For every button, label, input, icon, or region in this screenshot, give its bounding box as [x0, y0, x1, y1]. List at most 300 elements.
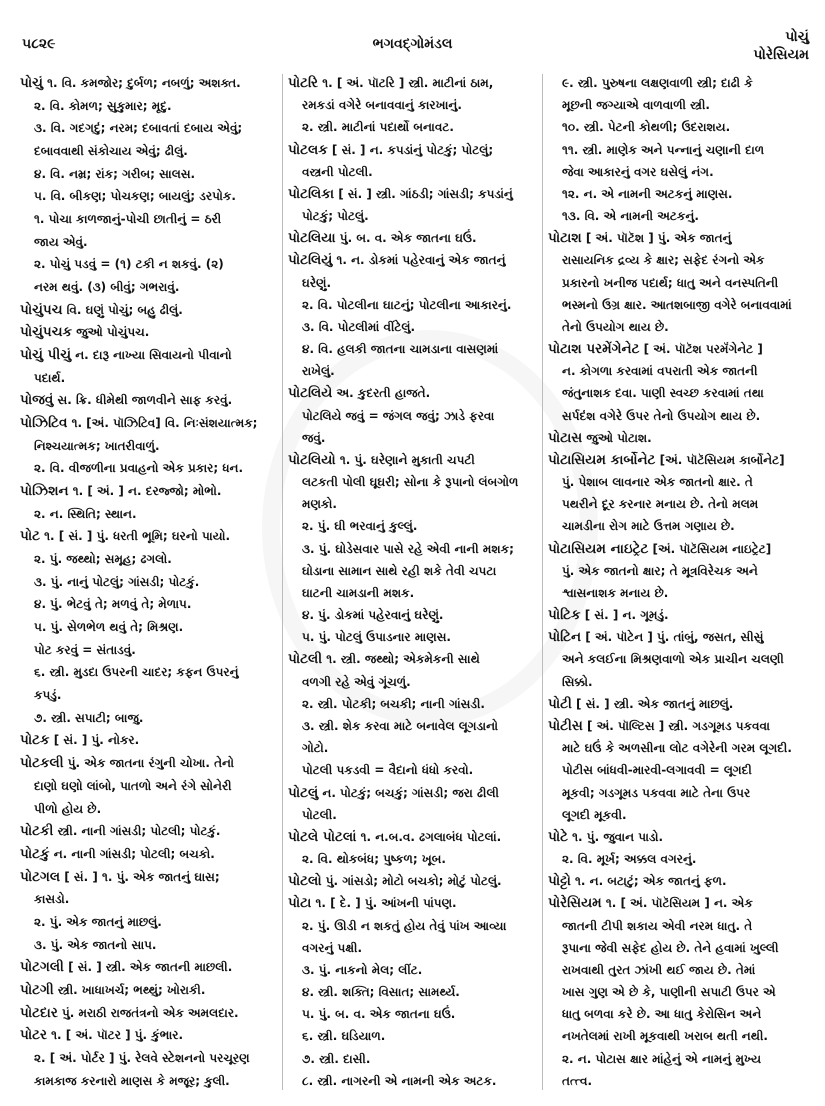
headword: પોટગલ	[20, 868, 61, 885]
definition-text: જાતની ટીપી શકાય એવી નરમ ધાતુ. તે	[562, 918, 753, 933]
definition-text: ૧. સ્ત્રી. જથ્થો; એકમેકની સાથે	[322, 652, 480, 667]
definition-line	[548, 274, 813, 292]
definition-text: ચામડીના રોગ માટે ઉત્તમ ગણાય છે.	[562, 519, 735, 534]
definition-line	[20, 890, 278, 908]
headword: પોટી	[548, 695, 572, 712]
entry-line	[548, 695, 813, 713]
entry-line	[20, 1026, 278, 1044]
definition-text: પથરીને દૂર કરનાર મનાય છે. તેનો મલમ	[562, 497, 759, 512]
definition-line	[548, 1005, 813, 1023]
definition-text: લૂગદી મૂકવી.	[562, 807, 627, 822]
definition-text: પું. એક જાતનો ક્ષાર; તે મૂત્રવિરેચક અને	[562, 563, 758, 578]
definition-line	[548, 318, 813, 336]
definition-text: પોટલિયે જવું = જંગલ જવું; ઝાડે ફરવા	[302, 408, 495, 423]
definition-text: ઘાટની ચામડાની મશક.	[302, 585, 415, 600]
definition-text: ૧. ન. બટાટું; એક જાતનું ફળ.	[570, 874, 727, 889]
definition-line	[20, 777, 278, 795]
headword: પોટર	[20, 1027, 47, 1044]
definition-text: ૨. વિ. વીજળીના પ્રવાહનો એક પ્રકાર; ધન.	[34, 461, 244, 476]
definition-line	[20, 663, 278, 681]
definition-text: અને કલઈના મિશ્રણવાળો એક પ્રાચીન ચલણી	[562, 652, 784, 667]
definition-text: પું. એક જાતના રંગુની ચોખા. તેનો	[63, 756, 235, 771]
definition-text: ૨. વિ. પોટલીના ઘાટનું; પોટલીના આકારનું.	[302, 297, 512, 312]
definition-text: ૪. સ્ત્રી. શક્તિ; વિસાત; સામર્થ્ય.	[302, 985, 460, 1000]
definition-text: ૨. પોચું પડવું = (૧) ટકી ન શકવું. (૨)	[34, 257, 224, 272]
definition-line	[288, 274, 538, 292]
definition-line	[20, 437, 278, 455]
definition-line	[288, 695, 538, 713]
definition-line	[288, 118, 538, 136]
definition-text: મણકો.	[302, 497, 337, 512]
headword: પોટે	[548, 828, 568, 845]
definition-line	[548, 850, 813, 868]
definition-line	[548, 650, 813, 668]
definition-text: રાખવાથી તુરત ઝાંખી થઈ જાય છે. તેમાં	[562, 962, 756, 977]
headword: પોટરિ	[288, 75, 319, 91]
definition-line	[288, 673, 538, 691]
definition-text: મૂકવી; ગડગૂમડ પકવવા માટે તેના ઉપર	[562, 785, 751, 800]
definition-text: પોટ કરવું = સંતાડવું.	[34, 642, 136, 657]
definition-line	[20, 255, 278, 273]
entry-line	[288, 451, 538, 469]
entry-line	[20, 482, 278, 500]
definition-text: પદાર્થ.	[34, 370, 66, 385]
definition-line	[20, 505, 278, 523]
definition-text: પું. મરાઠી રાજતંત્રનો એક અમલદાર.	[57, 1005, 239, 1020]
definition-text: રાસાયનિક દ્રવ્ય કે ક્ષાર; સફેદ રંગનો એક	[562, 253, 765, 268]
definition-text: મૂછની જગ્યાએ વાળવાળી સ્ત્રી.	[562, 98, 710, 113]
definition-line	[288, 961, 538, 979]
definition-line	[288, 407, 538, 425]
entry-line	[20, 845, 278, 863]
definition-text: જેવા આકારનું વગર ઘસેલું નંગ.	[562, 164, 714, 179]
definition-line	[20, 550, 278, 568]
definition-line	[548, 141, 813, 159]
definition-text: ૯. સ્ત્રી. પુરુષના લક્ષણવાળી સ્ત્રી; દાઢી કે	[562, 76, 753, 90]
definition-line	[548, 983, 813, 1001]
headword: પોઝિશન	[20, 483, 69, 500]
definition-line	[288, 296, 538, 314]
definition-text: ૨. વિ. થોકબંધ; પુષ્કળ; ખૂબ.	[302, 852, 446, 867]
definition-line	[548, 1072, 813, 1090]
definition-text: નિશ્ચયાત્મક; ખાતરીવાળું.	[34, 438, 160, 453]
headword: પોટાસિયમ કાર્બોનેટ	[548, 451, 656, 468]
definition-text: વળગી રહે એવું ગૂંચળું.	[302, 674, 411, 689]
definition-line	[548, 961, 813, 979]
definition-text: [ સં. ] ન. ગૂમડું.	[580, 608, 669, 623]
headword: પોટદાર	[20, 1004, 58, 1021]
headword: પોટકલી	[20, 755, 64, 772]
definition-line	[288, 495, 538, 513]
entry-line	[20, 868, 278, 886]
definition-text: પોટલી પકડવી = વૈદાનો ધંધો કરવો.	[302, 763, 474, 778]
definition-text: રમકડાં વગેરે બનાવવાનું કારખાનું.	[302, 98, 462, 113]
definition-text: ૫. પું. સેળભેળ થવું તે; મિશ્રણ.	[34, 620, 184, 635]
entry-line	[288, 872, 538, 890]
definition-text: ૨. પું. એક જાતનું માછલું.	[34, 914, 162, 929]
headword: પોટા	[288, 895, 312, 912]
definition-text: ૨. પું. જથ્થો; સમૂહ; ઢગલો.	[34, 552, 172, 567]
definition-line	[20, 369, 278, 387]
entry-line	[288, 74, 538, 92]
entry-line	[548, 872, 813, 890]
definition-line	[548, 739, 813, 757]
definition-text: ૧. [ અં. પૉટરિ ] સ્ત્રી. માટીનાં ઠામ,	[318, 76, 494, 90]
headword: પોટાસિયમ નાઇટ્રેટ	[548, 540, 649, 557]
entry-line	[288, 384, 538, 402]
entry-line	[20, 414, 278, 432]
definition-line	[20, 800, 278, 818]
definition-line	[20, 595, 278, 613]
definition-text: જંતુનાશક દવા. પાણી સ્વચ્છ કરવામાં તથા	[562, 386, 764, 401]
definition-text: ન. નાની ગાંસડી; પોટલી; બચકો.	[49, 846, 215, 861]
definition-text: પોટીસ બાંધવી-મારવી-લગાવવી = લૂગદી	[562, 763, 752, 778]
entry-line	[548, 229, 813, 247]
definition-line	[20, 278, 278, 296]
definition-text: ૪. વિ. નમ્ર; રાંક; ગરીબ; સાલસ.	[34, 166, 196, 181]
definition-line	[20, 618, 278, 636]
definition-text: [ અં. પૉટેન ] પું. તાંબું, જસત, સીસું	[581, 630, 764, 645]
headword: પોરેસિયમ	[548, 895, 602, 912]
definition-text: સર્પદંશ વગેરે ઉપર તેનો ઉપયોગ થાય છે.	[562, 408, 761, 423]
definition-text: જાય એવું.	[34, 234, 88, 249]
definition-text: ખાસ ગુણ એ છે કે, પાણીની સપાટી ઉપર એ	[562, 985, 776, 1000]
definition-line	[548, 673, 813, 691]
entry-line	[288, 828, 538, 846]
entry-line	[548, 628, 813, 646]
entry-line	[548, 451, 813, 469]
definition-text: તત્ત્વ.	[562, 1073, 593, 1088]
definition-text: [અં. પૉટૅસિયમ કાર્બોનેટ]	[655, 452, 785, 467]
entry-line	[20, 346, 278, 364]
definition-line	[20, 142, 278, 160]
definition-line	[288, 939, 538, 957]
definition-text: ૨. ન. પોટાસ ક્ષાર માંહેનું એ નામનું મુખ્ય	[562, 1051, 762, 1066]
definition-text: ૧. [અં. પૉઝિટિવ] વિ. નિઃસંશયાત્મક;	[67, 416, 258, 431]
definition-text: ૨. વિ. મૂર્ખ; અક્કલ વગરનું.	[562, 852, 697, 867]
definition-line	[288, 96, 538, 114]
definition-text: વિ. ઘણું પોચું; બહુ ઢીલું.	[62, 302, 183, 317]
definition-line	[288, 983, 538, 1001]
definition-text: દાણો ઘણો લાંબો, પાતળો અને રંગે સોનેરી	[34, 778, 232, 793]
headword: પોટાશ પરમેંગેનેટ	[548, 341, 640, 358]
definition-text: [ સં. ] ૧. પું. એક જાતનું ઘાસ;	[60, 869, 220, 884]
entry-line	[548, 429, 813, 447]
definition-line	[288, 606, 538, 624]
definition-text: ૮. સ્ત્રી. નાગરની એ નામની એક અટક.	[302, 1073, 497, 1088]
page-number: ૫૮૨૯	[22, 36, 56, 52]
definition-line	[20, 459, 278, 477]
definition-text: [ સં. ] પું. નોકર.	[49, 733, 140, 748]
definition-text: નખતેલમાં રાખી મૂકવાથી ખરાબ થતી નથી.	[562, 1029, 768, 1044]
headword: પોચુંપચ	[20, 301, 63, 318]
headword: પોટલે પોટલાં	[288, 828, 357, 845]
definition-text: ૭. સ્ત્રી. સપાટી; બાજુ.	[34, 710, 144, 725]
definition-text: પ્રકારનો ખનીજ પદાર્થ; ધાતુ અને વનસ્પતિની	[562, 275, 779, 290]
definition-line	[288, 1005, 538, 1023]
guide-word-last: પોરેસિયમ	[753, 47, 809, 63]
definition-text: ૩. પું. નાનું પોટલું; ગાંસડી; પોટકું.	[34, 574, 200, 589]
headword: પોટિક	[548, 607, 581, 624]
definition-text: ધાતુ બળવા કરે છે. આ ધાતુ કેરોસિન અને	[562, 1007, 762, 1022]
definition-text: ૧. પોચા કાળજાનું-પોચી છાતીનું = ઠરી	[34, 212, 222, 227]
definition-text: ૫. વિ. બીકણ; પોચકણ; બાયલું; ડરપોક.	[34, 189, 236, 204]
definition-line	[288, 1027, 538, 1045]
definition-text: ૧. ન.બ.વ. ઢગલાબંધ પોટલાં.	[356, 829, 502, 844]
entry-line	[548, 606, 813, 624]
definition-text: વસ્ત્રની પોટલી.	[302, 164, 373, 179]
entry-line	[20, 74, 278, 92]
headword: પોટક	[20, 732, 50, 749]
headword: પોટગલી	[20, 959, 64, 976]
definition-text: [ અં. પૉલ્ટિસ ] સ્ત્રી. ગડગૂમડ પકવવા	[582, 718, 770, 733]
definition-line	[20, 119, 278, 137]
definition-text: પું. ગાંસડો; મોટો બચકો; મોટું પોટલું.	[321, 874, 502, 889]
definition-line	[288, 717, 538, 735]
column-divider	[542, 74, 543, 1090]
headword: પોટલિયો	[288, 451, 336, 468]
definition-text: [અં. પૉટૅસિયમ નાઇટ્રેટ]	[648, 541, 772, 556]
headword: પોઝિટિવ	[20, 415, 68, 432]
definition-line	[20, 233, 278, 251]
definition-text: પોટકું; પોટલું.	[302, 209, 369, 224]
definition-text: પું. બ. વ. એક જાતના ઘઉં.	[335, 231, 477, 246]
headword: પોટ	[20, 528, 40, 545]
definition-line	[548, 118, 813, 136]
definition-text: ન. પોટકું; બચકું; ગાંસડી; જરા ઢીલી	[318, 785, 499, 800]
definition-text: ૩. સ્ત્રી. શેક કરવા માટે બનાવેલ લૂગડાનો	[302, 718, 499, 733]
definition-line	[288, 163, 538, 181]
definition-text: વગરનું પક્ષી.	[302, 940, 363, 955]
entry-line	[288, 141, 538, 159]
definition-line	[548, 1050, 813, 1068]
headword: પોટલિયે	[288, 385, 333, 402]
definition-text: ૨. ન. સ્થિતિ; સ્થાન.	[34, 506, 137, 521]
definition-text: ૩. પું. નાકનો મેલ; લીંટ.	[302, 962, 423, 977]
entry-line	[288, 894, 538, 912]
entry-line	[20, 1004, 278, 1022]
definition-text: જવું.	[302, 430, 326, 445]
definition-text: ૧૧. સ્ત્રી. માણેક અને પન્નાનું ચણાની દાળ	[562, 142, 765, 157]
headword: પોચું	[20, 75, 43, 91]
definition-line	[288, 917, 538, 935]
definition-text: ૧. [ સં. ] પું. ધરતી ભૂમિ; ઘરનો પાયો.	[40, 529, 231, 544]
definition-line	[20, 97, 278, 115]
book-title: ભગવદ્ગોમંડલ	[372, 36, 453, 52]
definition-text: ૩. વિ. ગદગદું; નરમ; દબાવતાં દબાય એવું;	[34, 121, 243, 136]
definition-text: ૧. પું. જુવાન પાડો.	[568, 829, 664, 844]
definition-text: ૨. પું. ઊડી ન શકતું હોય તેવું પાંખ આવ્યા	[302, 918, 507, 933]
definition-line	[548, 473, 813, 491]
page-header	[0, 28, 825, 68]
definition-line	[288, 540, 538, 558]
entry-line	[20, 754, 278, 772]
definition-line	[20, 165, 278, 183]
column-3	[548, 74, 813, 1090]
definition-text: [ સં. ] સ્ત્રી. ગાંઠડી; ગાંસડી; કપડાંનું	[334, 186, 513, 201]
entry-line	[548, 828, 813, 846]
definition-line	[548, 384, 813, 402]
definition-line	[20, 913, 278, 931]
definition-line	[548, 74, 813, 92]
column-divider	[282, 74, 283, 1090]
definition-text: ૨. [ અં. પોર્ટર ] પું. રેલવે સ્ટેશનનો પરચૂરણ	[34, 1050, 250, 1065]
headword: પોટલક	[288, 141, 328, 158]
definition-line	[288, 739, 538, 757]
definition-text: [ સં. ] ન. કપડાંનું પોટકું; પોટલું;	[327, 142, 494, 157]
headword: પોટગી	[20, 981, 54, 998]
definition-text: સ્ત્રી. ખાધાખર્ચ; ભથ્થું; ખોરાકી.	[53, 982, 206, 997]
definition-text: ૩. વિ. પોટલીમાં વીંટેલું.	[302, 319, 416, 334]
definition-text: પું. પેશાબ લાવનાર એક જાતનો ક્ષાર. તે	[562, 475, 753, 490]
entry-line	[288, 251, 538, 269]
definition-line	[548, 407, 813, 425]
entry-line	[20, 301, 278, 319]
column-1	[20, 74, 278, 1090]
column-2	[288, 74, 538, 1090]
definition-line	[548, 517, 813, 535]
definition-text: ૧. વિ. કમજોર; દુર્બળ; નબળું; અશક્ત.	[42, 76, 241, 90]
definition-text: ૭. સ્ત્રી. દાસી.	[302, 1051, 371, 1066]
headword: પોચુંપચક	[20, 324, 73, 341]
definition-text: કામકાજ કરનારો માણસ કે મજૂર; કુલી.	[34, 1073, 230, 1088]
definition-line	[548, 1027, 813, 1045]
definition-line	[288, 318, 538, 336]
definition-text: રૂપાના જેવી સફેદ હોય છે. તેને હવામાં ખુલ્લી	[562, 940, 779, 955]
definition-line	[548, 362, 813, 380]
definition-line	[20, 641, 278, 659]
definition-text: લટકતી પોલી ઘૂઘરી; સોના કે રૂપાનો લંબગોળ	[302, 475, 519, 490]
definition-text: ૫. પું. બ. વ. એક જાતના ઘઉં.	[302, 1007, 456, 1022]
definition-text: ૪. વિ. હલકી જાતના ચામડાના વાસણમાં	[302, 342, 499, 357]
definition-text: માટે ઘઉં કે અળસીના લોટ વગેરેની ગરમ લૂગદી.	[562, 741, 792, 756]
headword: પોટાસ	[548, 429, 583, 446]
guide-word-first: પોચું	[785, 29, 809, 45]
definition-text: કપડું.	[34, 688, 62, 703]
entry-line	[548, 717, 813, 735]
headword: પોટલિયા	[288, 230, 336, 247]
definition-text: અ. કુદરતી હાજતે.	[332, 386, 431, 401]
definition-text: પીળો હોય છે.	[34, 801, 102, 816]
definition-line	[548, 296, 813, 314]
headword: પોટકું	[20, 845, 50, 862]
definition-line	[288, 473, 538, 491]
guide-words	[753, 28, 809, 64]
definition-text: તેનો ઉપયોગ થાય છે.	[562, 319, 669, 334]
headword: પોટાશ	[548, 230, 582, 247]
entry-line	[20, 391, 278, 409]
definition-line	[288, 761, 538, 779]
definition-line	[548, 939, 813, 957]
headword: પોચું પીચું	[20, 347, 72, 364]
definition-text: ૫. પું. પોટલું ઉપાડનાર માણસ.	[302, 630, 451, 645]
definition-line	[288, 806, 538, 824]
definition-line	[20, 936, 278, 954]
definition-text: ઘોડાના સામાન સાથે રહી શકે તેવી ચપટા	[302, 563, 497, 578]
definition-line	[20, 210, 278, 228]
entry-line	[548, 540, 813, 558]
definition-text: ૧. પું. ઘરેણાને મુકાતી ચપટી	[335, 452, 475, 467]
definition-text: ૨. વિ. કોમળ; સુકુમાર; મૃદુ.	[34, 98, 172, 113]
entry-line	[20, 958, 278, 976]
definition-text: [ સં. ] સ્ત્રી. એક જાતની માછલી.	[63, 960, 233, 975]
entry-line	[288, 650, 538, 668]
definition-text: જુઓ પોચુંપચ.	[72, 325, 150, 340]
entry-line	[288, 784, 538, 802]
headword: પોટીસ	[548, 717, 583, 734]
entry-line	[288, 229, 538, 247]
headword: પોટલિયું	[288, 252, 333, 269]
definition-line	[20, 187, 278, 205]
definition-line	[288, 207, 538, 225]
definition-line	[288, 562, 538, 580]
definition-text: જુઓ પોટાશ.	[582, 430, 652, 445]
definition-text: ૧. [ અં. પૉટર ] પું. કુંભાર.	[46, 1028, 184, 1043]
definition-text: સિક્કો.	[562, 674, 593, 689]
definition-line	[288, 362, 538, 380]
definition-text: [ સં. ] સ્ત્રી. એક જાતનું માછલું.	[571, 696, 734, 711]
definition-text: ૨. સ્ત્રી. પોટકી; બચકી; નાની ગાંસડી.	[302, 696, 485, 711]
definition-text: ૬. સ્ત્રી. ઘડિયાળ.	[302, 1029, 386, 1044]
definition-line	[548, 207, 813, 225]
headword: પોજવું	[20, 392, 54, 409]
definition-text: ૧૩. વિ. એ નામની અટકનું.	[562, 209, 699, 224]
definition-line	[288, 584, 538, 602]
definition-line	[548, 96, 813, 114]
definition-text: [ અં. પૉટૅશ પરમૅંગેનેટ ]	[639, 342, 763, 357]
definition-line	[288, 628, 538, 646]
definition-text: ૧. [ દે. ] પું. આંખની પાંપણ.	[311, 896, 457, 911]
definition-text: પોટલી.	[302, 807, 337, 822]
entry-line	[548, 894, 813, 912]
definition-text: રાખેલું.	[302, 364, 335, 379]
definition-text: કાસડો.	[34, 892, 70, 907]
definition-line	[288, 340, 538, 358]
entry-line	[20, 731, 278, 749]
entry-line	[20, 981, 278, 999]
definition-line	[548, 562, 813, 580]
definition-line	[288, 517, 538, 535]
definition-text: ૧. ન. ડોકમાં પહેરવાનું એક જાતનું	[332, 253, 506, 268]
definition-line	[548, 917, 813, 935]
definition-line	[548, 185, 813, 203]
definition-line	[288, 850, 538, 868]
definition-text: ભસ્મનો ઉગ્ર ક્ષાર. આતશબાજી વગેરે બનાવવામાં	[562, 297, 792, 312]
definition-line	[20, 709, 278, 727]
headword: પોટ્ટો	[548, 873, 571, 890]
definition-text: ન. કોગળા કરવામાં વપરાતી એક જાતની	[562, 364, 758, 379]
definition-line	[548, 584, 813, 602]
definition-line	[288, 429, 538, 447]
definition-line	[548, 163, 813, 181]
definition-text: ઘરેણું.	[302, 275, 332, 290]
definition-text: [ અં. પૉટૅશ ] પું. એક જાતનું	[581, 231, 732, 246]
definition-text: નરમ થવું. (૩) બીવું; ગભરાવું.	[34, 280, 180, 295]
definition-text: ૩. પું. એક જાતનો સાપ.	[34, 937, 157, 952]
definition-text: ૪. પું. ડોકમાં પહેરવાનું ઘરેણું.	[302, 608, 444, 623]
definition-line	[20, 573, 278, 591]
definition-text: દબાવવાથી સંકોચાય એવું; ઢીલું.	[34, 144, 188, 159]
definition-line	[548, 806, 813, 824]
headword: પોટિન	[548, 629, 582, 646]
definition-text: સ. ક્રિ. ધીમેથી જાળવીને સાફ કરવું.	[53, 393, 233, 408]
entry-line	[20, 323, 278, 341]
definition-line	[20, 686, 278, 704]
entry-line	[548, 340, 813, 358]
headword: પોટલું	[288, 784, 319, 801]
definition-text: ૧૨. ન. એ નામની અટકનું માણસ.	[562, 186, 733, 201]
definition-text: ૧. [ અં. ] ન. દરજ્જો; મોભો.	[68, 484, 222, 499]
